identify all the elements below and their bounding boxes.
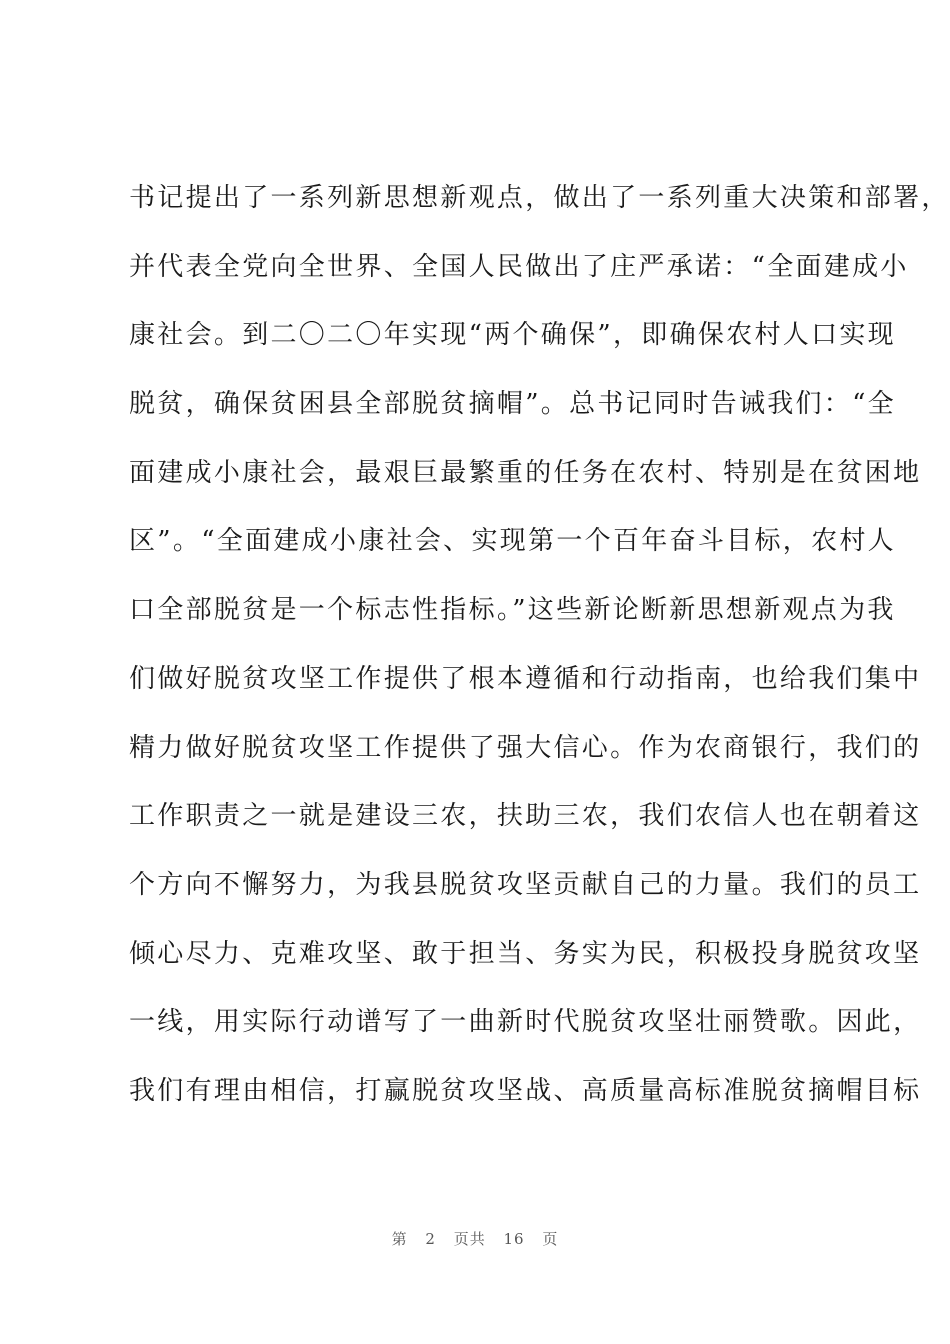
text-line: 们做好脱贫攻坚工作提供了根本遵循和行动指南，也给我们集中: [129, 663, 922, 694]
body-text: [129, 176, 950, 1138]
text-line: 并代表全党向全世界、全国人民做出了庄严承诺：“全面建成小: [129, 251, 909, 282]
page-footer: [0, 1228, 950, 1249]
text-line: 口全部脱贫是一个标志性指标。”这些新论断新思想新观点为我: [129, 595, 896, 626]
text-line: 书记提出了一系列新思想新观点，做出了一系列重大决策和部署，: [129, 183, 950, 213]
text-line: 区”。“全面建成小康社会、实现第一个百年奋斗目标，农村人: [129, 526, 896, 557]
footer-middle: 页共: [453, 1230, 486, 1248]
footer-suffix: 页: [542, 1230, 559, 1248]
footer-total-pages: 16: [503, 1230, 525, 1248]
text-line: 倾心尽力、克难攻坚、敢于担当、务实为民，积极投身脱贫攻坚: [129, 938, 922, 969]
text-line: 我们有理由相信，打赢脱贫攻坚战、高质量高标准脱贫摘帽目标: [129, 1075, 922, 1106]
text-line: 脱贫，确保贫困县全部脱贫摘帽”。总书记同时告诫我们：“全: [129, 389, 896, 420]
footer-prefix: 第: [391, 1230, 408, 1248]
text-line: 个方向不懈努力，为我县脱贫攻坚贡献自己的力量。我们的员工: [129, 869, 922, 900]
text-line: 康社会。到二〇二〇年实现“两个确保”，即确保农村人口实现: [129, 320, 896, 351]
text-line: 面建成小康社会，最艰巨最繁重的任务在农村、特别是在贫困地: [129, 457, 922, 488]
text-line: 一线，用实际行动谱写了一曲新时代脱贫攻坚壮丽赞歌。因此，: [129, 1007, 922, 1038]
footer-current-page: 2: [425, 1230, 436, 1248]
text-line: 工作职责之一就是建设三农，扶助三农，我们农信人也在朝着这: [129, 801, 922, 832]
text-line: 精力做好脱贫攻坚工作提供了强大信心。作为农商银行，我们的: [129, 732, 922, 763]
